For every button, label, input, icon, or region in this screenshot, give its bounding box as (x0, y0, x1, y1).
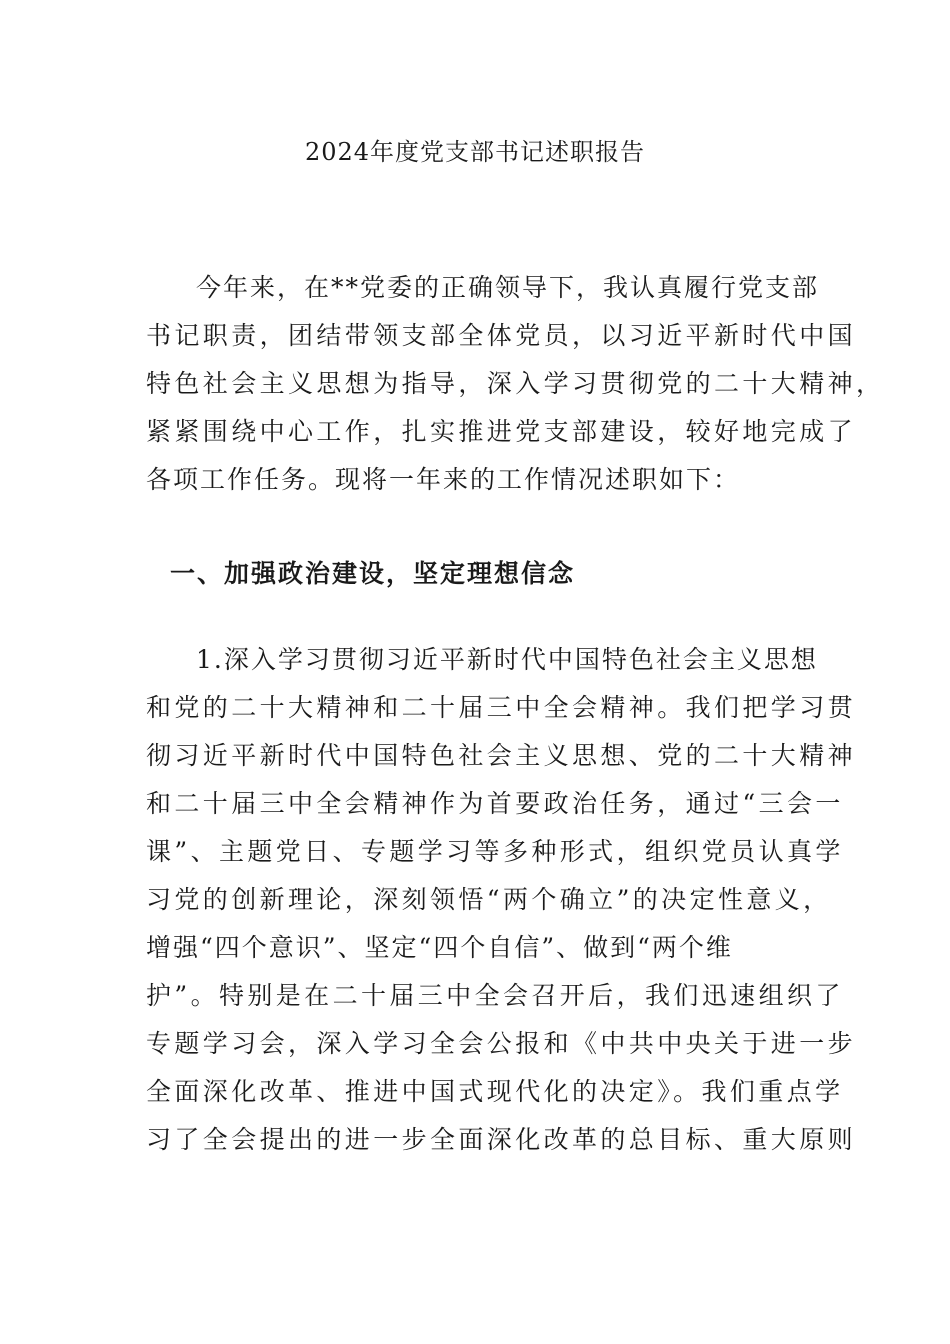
paragraph-line: 专题学习会，深入学习全会公报和《中共中央关于进一步 (146, 1029, 857, 1058)
section-heading: 一、加强政治建设，坚定理想信念 (170, 559, 576, 588)
intro-line: 今年来，在**党委的正确领导下，我认真履行党支部 (196, 273, 820, 302)
paragraph-line: 和党的二十大精神和二十届三中全会精神。我们把学习贯 (146, 693, 857, 722)
document-title: 2024年度党支部书记述职报告 (304, 138, 646, 166)
intro-line: 紧紧围绕中心工作，扎实推进党支部建设，较好地完成了 (146, 417, 857, 446)
paragraph-line: 和二十届三中全会精神作为首要政治任务，通过“三会一 (146, 789, 844, 818)
paragraph-line: 习了全会提出的进一步全面深化改革的总目标、重大原则 (146, 1125, 857, 1154)
paragraph-line: 课”、主题党日、专题学习等多种形式，组织党员认真学 (146, 837, 844, 866)
intro-line: 书记职责，团结带领支部全体党员，以习近平新时代中国 (146, 321, 857, 350)
paragraph-line: 增强“四个意识”、坚定“四个自信”、做到“两个维 (146, 933, 733, 962)
paragraph-line: 习党的创新理论，深刻领悟“两个确立”的决定性意义， (146, 885, 832, 914)
paragraph-line: 护”。特别是在二十届三中全会召开后，我们迅速组织了 (146, 981, 844, 1010)
paragraph-line: 全面深化改革、推进中国式现代化的决定》。我们重点学 (146, 1077, 844, 1106)
paragraph-line: 1.深入学习贯彻习近平新时代中国特色社会主义思想 (196, 645, 818, 674)
intro-line: 各项工作任务。现将一年来的工作情况述职如下： (146, 465, 741, 494)
intro-line: 特色社会主义思想为指导，深入学习贯彻党的二十大精神， (146, 369, 885, 398)
paragraph-line: 彻习近平新时代中国特色社会主义思想、党的二十大精神 (146, 741, 857, 770)
